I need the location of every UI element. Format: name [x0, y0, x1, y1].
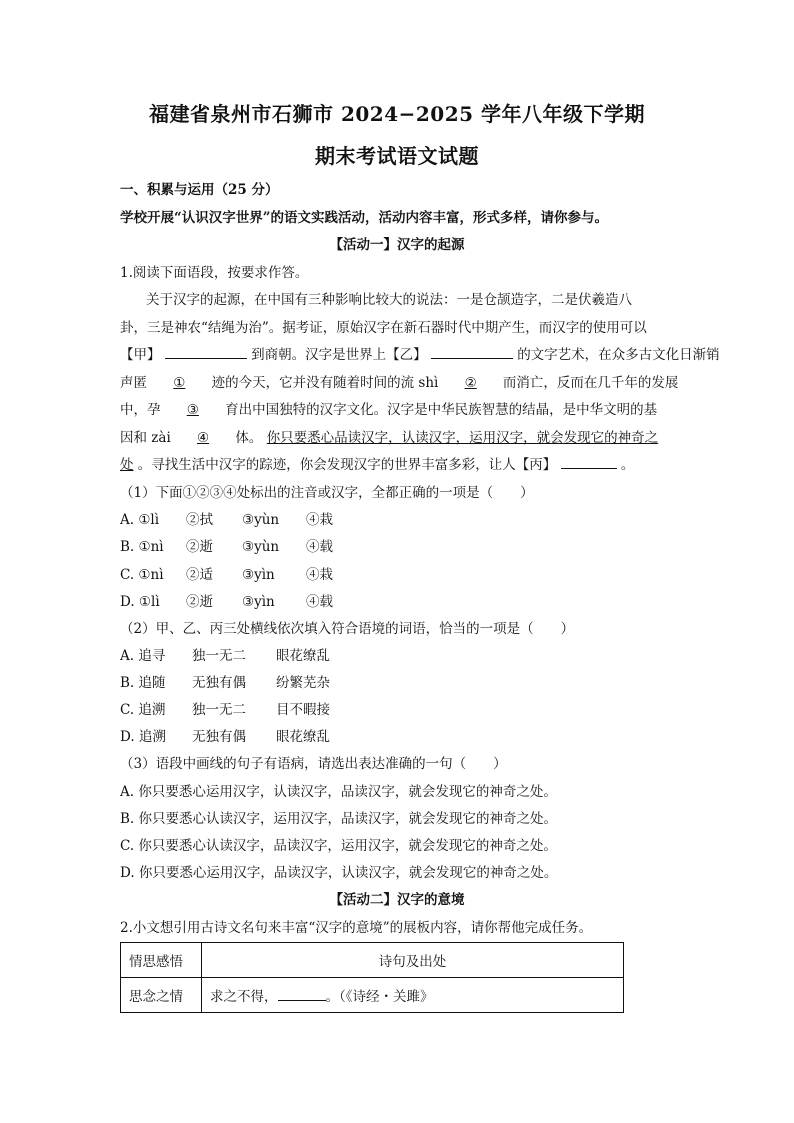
blank-marker-3: ③ [186, 402, 199, 418]
activity1-heading: 【活动一】汉字的起源 [329, 237, 465, 253]
blank-marker-4: ④ [197, 430, 210, 446]
poetry-table [120, 942, 624, 1013]
table-header-cell: 情思感悟 [121, 943, 202, 978]
section-heading: 一、积累与运用（25 分） [120, 182, 279, 198]
table-header-cell: 诗句及出处 [202, 943, 624, 978]
sub2-option-c[interactable] [120, 698, 680, 718]
sub3-option-b[interactable]: B. 你只要悉心认读汉字，运用汉字，品读汉字，就会发现它的神奇之处。 [120, 811, 558, 827]
sub1-option-b[interactable] [120, 535, 680, 555]
exam-title-line2: 期末考试语文试题 [315, 144, 479, 168]
sub2-option-d[interactable] [120, 725, 680, 745]
table-row [121, 978, 624, 1013]
option-cell: B. ①nì [120, 539, 164, 555]
sub1-option-d[interactable] [120, 590, 680, 610]
sub1-stem: （1）下面①②③④处标出的注音或汉字，全都正确的一项是（ ） [120, 485, 534, 501]
blank-yi[interactable] [431, 346, 513, 359]
blank-jia[interactable] [165, 346, 247, 359]
option-cell: C. 追溯 [120, 702, 166, 718]
passage-line-5 [120, 398, 680, 418]
passage-line-3 [120, 343, 720, 363]
passage-line-2: 卦，三是神农“结绳为治”。据考证，原始汉字在新石器时代中期产生，而汉字的使用可以 [120, 320, 647, 336]
sub1-option-c[interactable] [120, 563, 680, 583]
option-cell: D. 追溯 [120, 729, 166, 745]
option-cell: ②逝 [186, 539, 213, 555]
option-cell: 独一无二 [192, 702, 246, 718]
option-cell: ③yùn [242, 539, 280, 555]
passage-text: 因和 zài [120, 430, 171, 446]
verse-source: 。（《诗经・关雎》 [325, 989, 434, 1005]
passage-text: 的文字艺术，在众多古文化日渐销 [517, 347, 720, 363]
option-cell: ③yìn [242, 567, 275, 583]
passage-text: 中，孕 [120, 402, 161, 418]
sub2-option-b[interactable] [120, 671, 680, 691]
option-cell: B. 追随 [120, 675, 166, 691]
option-cell: 眼花缭乱 [276, 729, 330, 745]
sub3-stem: （3）语段中画线的句子有语病，请选出表达准确的一句（ ） [120, 756, 507, 772]
option-cell: ④栽 [306, 512, 333, 528]
verse-text: 求之不得， [210, 989, 278, 1005]
option-cell: A. ①lì [120, 512, 160, 528]
option-cell: 目不暇接 [276, 702, 330, 718]
option-cell: ④栽 [306, 567, 333, 583]
option-cell: ②适 [186, 567, 213, 583]
blank-bing[interactable] [561, 456, 617, 469]
passage-line-7 [120, 453, 680, 473]
blank-marker-2: ② [464, 375, 477, 391]
sub2-option-a[interactable] [120, 644, 680, 664]
option-cell: ④载 [306, 539, 333, 555]
sub2-stem: （2）甲、乙、丙三处横线依次填入符合语境的词语，恰当的一项是（ ） [120, 621, 575, 637]
sub3-option-a[interactable]: A. 你只要悉心运用汉字，认读汉字，品读汉字，就会发现它的神奇之处。 [120, 784, 557, 800]
table-row-content [202, 978, 624, 1013]
sub3-option-c[interactable]: C. 你只要悉心认读汉字，品读汉字，运用汉字，就会发现它的神奇之处。 [120, 838, 557, 854]
option-cell: ③yìn [242, 594, 275, 610]
passage-text: 到商朝。汉字是世界上【乙】 [251, 347, 427, 363]
passage-line-6 [120, 426, 680, 446]
verse-blank[interactable] [278, 988, 326, 1001]
option-cell: ③yùn [242, 512, 280, 528]
option-cell: ④载 [306, 594, 333, 610]
option-cell: ②拭 [186, 512, 213, 528]
passage-text: 。 [620, 457, 635, 473]
passage-text: 而消亡，反而在几千年的发展 [502, 375, 679, 391]
option-cell: ②逝 [186, 594, 213, 610]
option-cell: 眼花缭乱 [276, 648, 330, 664]
passage-text: 育出中国独特的汉字文化。汉字是中华民族智慧的结晶，是中华文明的基 [225, 402, 658, 418]
blank-jia-label: 【甲】 [120, 347, 161, 363]
blank-marker-1: ① [173, 375, 186, 391]
passage-text: 声匿 [120, 375, 147, 391]
passage-text: 迹的今天，它并没有随着时间的流 shì [211, 375, 439, 391]
option-cell: 纷繁芜杂 [276, 675, 330, 691]
passage-text: 。寻找生活中汉字的踪迹，你会发现汉字的世界丰富多彩，让人【丙】 [137, 457, 557, 473]
section-intro: 学校开展“认识汉字世界”的语文实践活动，活动内容丰富，形式多样，请你参与。 [120, 210, 609, 226]
option-cell: 独一无二 [192, 648, 246, 664]
table-row-label: 思念之情 [121, 978, 202, 1013]
option-cell: D. ①lì [120, 594, 160, 610]
option-cell: C. ①nì [120, 567, 164, 583]
passage-line-4 [120, 371, 680, 391]
q1-stem: 1.阅读下面语段，按要求作答。 [120, 265, 309, 281]
q2-stem: 2.小文想引用古诗文名句来丰富“汉字的意境”的展板内容，请你帮他完成任务。 [120, 920, 593, 936]
exam-title-line1: 福建省泉州市石狮市 2024−2025 学年八年级下学期 [148, 102, 645, 126]
sub1-option-a[interactable] [120, 508, 680, 528]
option-cell: 无独有偶 [192, 729, 246, 745]
underlined-sentence-end: 处 [120, 457, 134, 473]
activity2-heading: 【活动二】汉字的意境 [329, 892, 465, 908]
passage-line-1: 关于汉字的起源，在中国有三种影响比较大的说法：一是仓颉造字，二是伏羲造八 [146, 292, 632, 308]
underlined-sentence: 你只要悉心品读汉字，认读汉字，运用汉字，就会发现它的神奇之 [266, 430, 659, 446]
option-cell: 无独有偶 [192, 675, 246, 691]
sub3-option-d[interactable]: D. 你只要悉心运用汉字，品读汉字，认读汉字，就会发现它的神奇之处。 [120, 865, 558, 881]
table-header-row [121, 943, 624, 978]
passage-text: 体。 [235, 430, 263, 446]
option-cell: A. 追寻 [120, 648, 166, 664]
